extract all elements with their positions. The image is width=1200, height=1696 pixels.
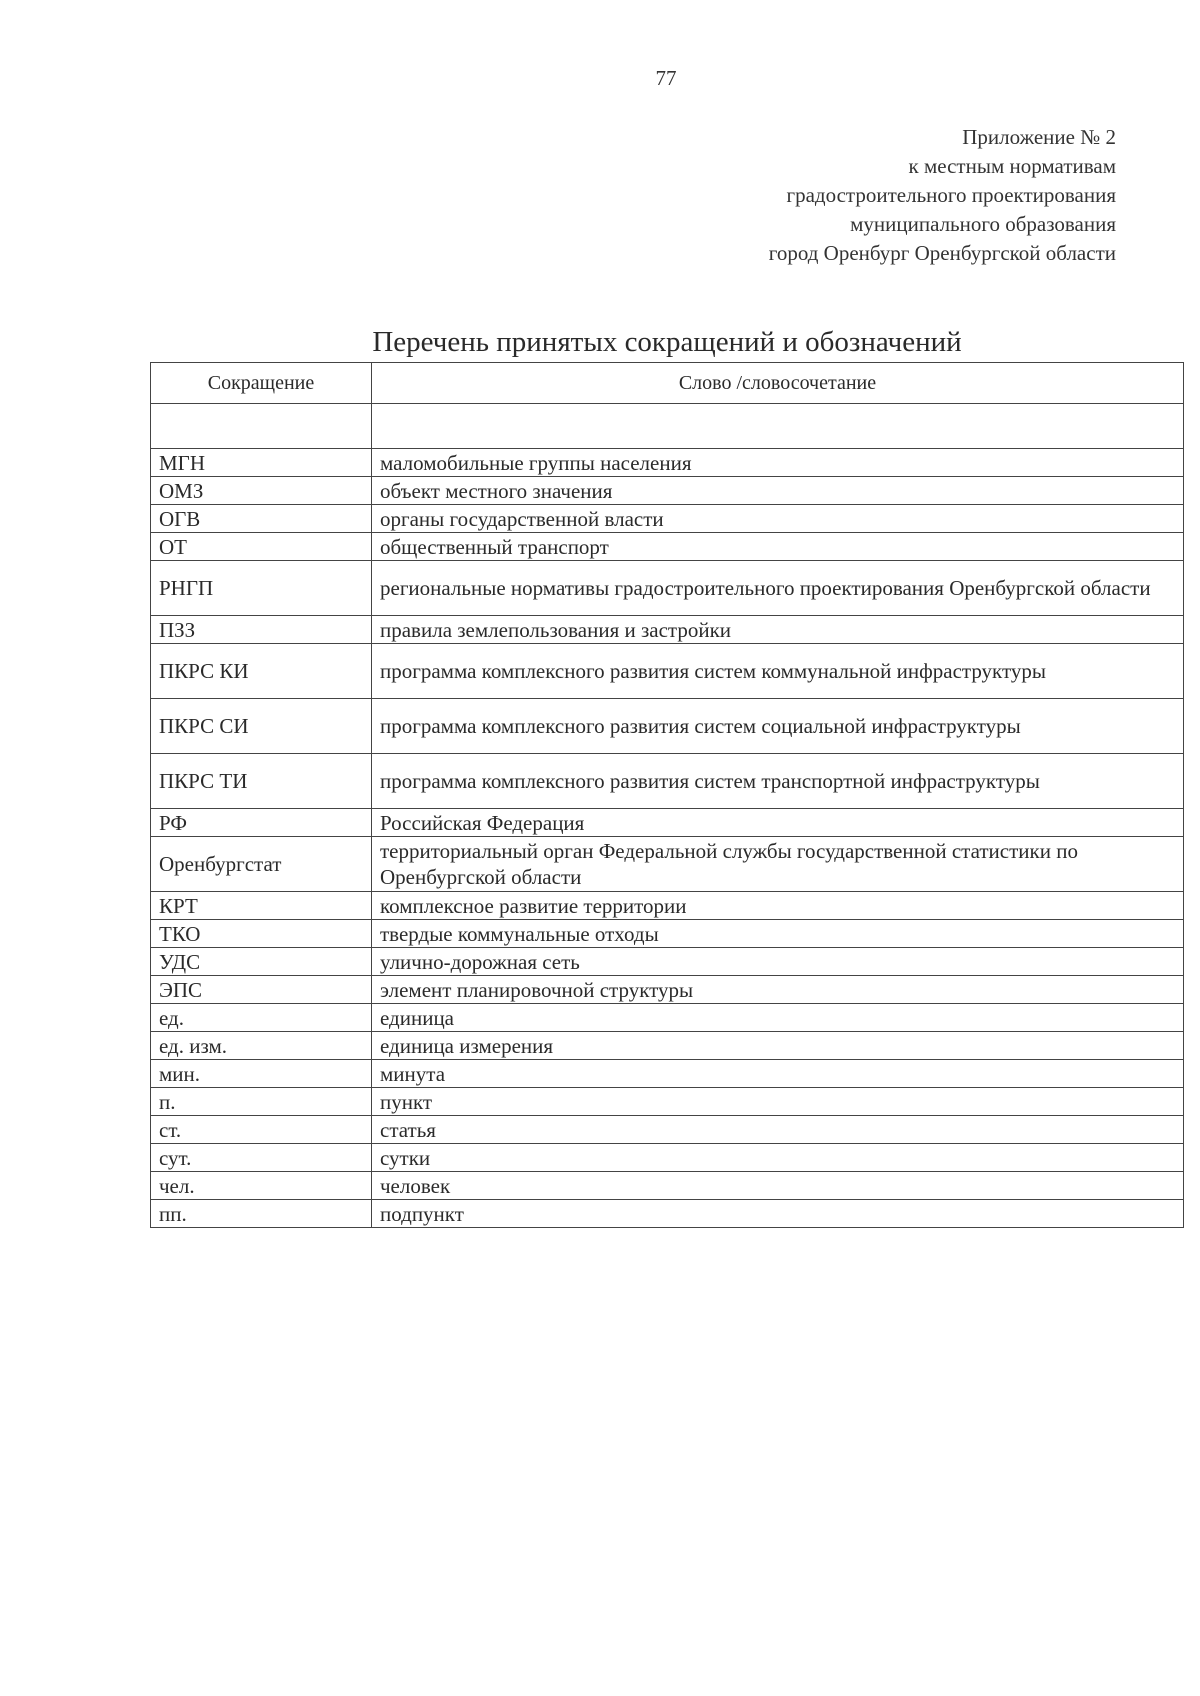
abbreviation-cell: сут. — [151, 1144, 372, 1172]
abbreviation-cell: МГН — [151, 449, 372, 477]
table-body — [151, 404, 1184, 1228]
table-row — [151, 1032, 1184, 1060]
meaning-cell: органы государственной власти — [372, 505, 1184, 533]
meaning-cell: программа комплексного развития систем транспортной инфраструктуры — [372, 754, 1184, 809]
table-row — [151, 920, 1184, 948]
table-row — [151, 1172, 1184, 1200]
abbreviation-cell: ОТ — [151, 533, 372, 561]
table-row — [151, 533, 1184, 561]
abbreviation-cell: РФ — [151, 809, 372, 837]
table-row — [151, 616, 1184, 644]
blank-cell — [151, 404, 372, 449]
abbreviation-cell: ОГВ — [151, 505, 372, 533]
meaning-cell: программа комплексного развития систем социальной инфраструктуры — [372, 699, 1184, 754]
abbreviation-cell: ПКРС КИ — [151, 644, 372, 699]
table-row — [151, 449, 1184, 477]
appendix-line: город Оренбург Оренбургской области — [768, 241, 1116, 265]
abbreviation-cell: ОМЗ — [151, 477, 372, 505]
blank-cell — [372, 404, 1184, 449]
abbreviation-cell: чел. — [151, 1172, 372, 1200]
table-row — [151, 1088, 1184, 1116]
meaning-cell: статья — [372, 1116, 1184, 1144]
abbreviation-cell: мин. — [151, 1060, 372, 1088]
table-row — [151, 976, 1184, 1004]
appendix-line: Приложение № 2 — [962, 125, 1116, 149]
abbreviation-cell: ПКРС СИ — [151, 699, 372, 754]
abbreviation-cell: пп. — [151, 1200, 372, 1228]
meaning-cell: подпункт — [372, 1200, 1184, 1228]
meaning-cell: программа комплексного развития систем коммунальной инфраструктуры — [372, 644, 1184, 699]
meaning-cell: объект местного значения — [372, 477, 1184, 505]
abbreviation-cell: ПКРС ТИ — [151, 754, 372, 809]
table-blank-row — [151, 404, 1184, 449]
meaning-cell: человек — [372, 1172, 1184, 1200]
meaning-cell: элемент планировочной структуры — [372, 976, 1184, 1004]
table-row — [151, 477, 1184, 505]
meaning-cell: региональные нормативы градостроительного проектирования Оренбургской области — [372, 561, 1184, 616]
meaning-cell: правила землепользования и застройки — [372, 616, 1184, 644]
abbreviation-cell: ед. изм. — [151, 1032, 372, 1060]
meaning-cell: сутки — [372, 1144, 1184, 1172]
abbreviation-cell: РНГП — [151, 561, 372, 616]
appendix-line: к местным нормативам — [908, 154, 1116, 178]
meaning-cell: территориальный орган Федеральной службы государственной статистики по Оренбургской области — [372, 837, 1184, 892]
table-row — [151, 809, 1184, 837]
meaning-cell: твердые коммунальные отходы — [372, 920, 1184, 948]
meaning-cell: единица измерения — [372, 1032, 1184, 1060]
appendix-line: градостроительного проектирования — [786, 183, 1116, 207]
meaning-cell: Российская Федерация — [372, 809, 1184, 837]
table-row — [151, 644, 1184, 699]
document-title: Перечень принятых сокращений и обозначений — [372, 326, 962, 358]
page-number: 77 — [655, 66, 677, 90]
table-row — [151, 948, 1184, 976]
table-header-row — [151, 363, 1184, 404]
meaning-cell: минута — [372, 1060, 1184, 1088]
abbreviations-table — [150, 362, 1184, 1228]
table-row — [151, 1004, 1184, 1032]
header-meaning: Слово /словосочетание — [372, 363, 1184, 404]
meaning-cell: общественный транспорт — [372, 533, 1184, 561]
table-row — [151, 892, 1184, 920]
table-row — [151, 1200, 1184, 1228]
abbreviation-cell: Оренбургстат — [151, 837, 372, 892]
table-row — [151, 1060, 1184, 1088]
meaning-cell: единица — [372, 1004, 1184, 1032]
table-row — [151, 1144, 1184, 1172]
abbreviation-cell: УДС — [151, 948, 372, 976]
abbreviation-cell: п. — [151, 1088, 372, 1116]
appendix-line: муниципального образования — [850, 212, 1116, 236]
meaning-cell: комплексное развитие территории — [372, 892, 1184, 920]
meaning-cell: маломобильные группы населения — [372, 449, 1184, 477]
abbreviation-cell: КРТ — [151, 892, 372, 920]
table-row — [151, 837, 1184, 892]
meaning-cell: пункт — [372, 1088, 1184, 1116]
table-row — [151, 561, 1184, 616]
abbreviation-cell: ЭПС — [151, 976, 372, 1004]
abbreviation-cell: ТКО — [151, 920, 372, 948]
table-row — [151, 699, 1184, 754]
table-row — [151, 754, 1184, 809]
abbreviation-cell: ПЗЗ — [151, 616, 372, 644]
abbreviation-cell: ст. — [151, 1116, 372, 1144]
header-abbreviation: Сокращение — [151, 363, 372, 404]
table-row — [151, 1116, 1184, 1144]
table-row — [151, 505, 1184, 533]
meaning-cell: улично-дорожная сеть — [372, 948, 1184, 976]
appendix-heading — [596, 123, 1116, 268]
abbreviation-cell: ед. — [151, 1004, 372, 1032]
